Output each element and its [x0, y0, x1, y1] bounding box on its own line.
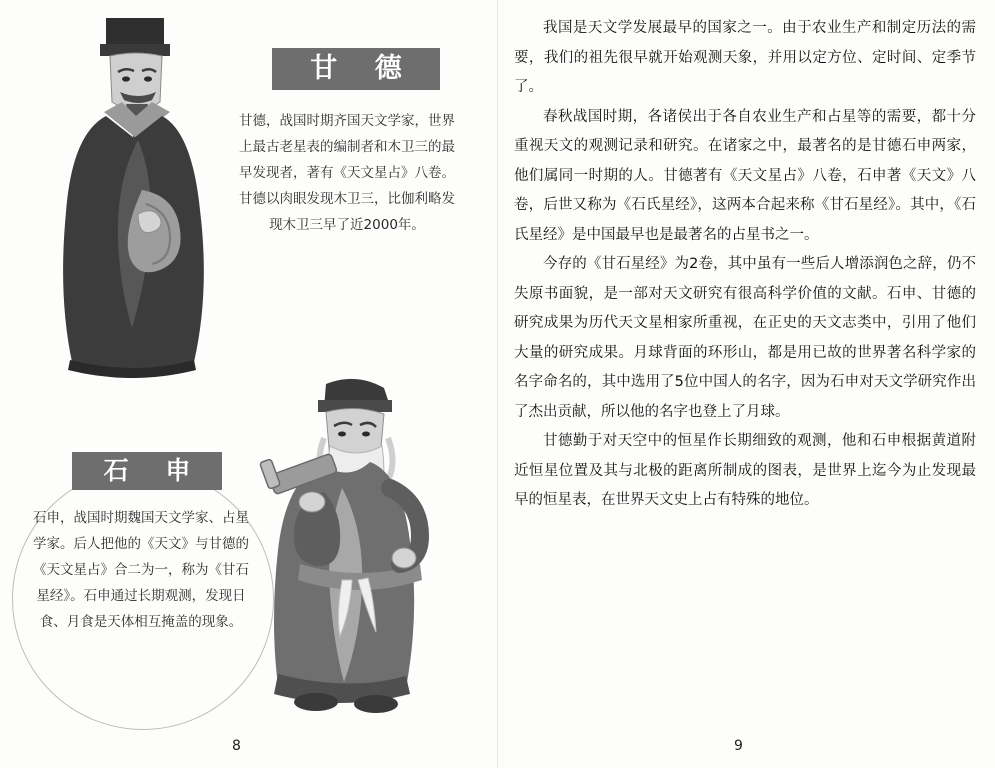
body-text — [514, 14, 976, 516]
right-page — [498, 0, 995, 768]
gan-de-illustration — [34, 8, 264, 388]
gan-de-title: 甘 德 — [272, 48, 440, 90]
shi-shen-title: 石 申 — [72, 452, 222, 490]
paragraph-2: 春秋战国时期，各诸侯出于各自农业生产和占星等的需要，都十分重视天文的观测记录和研究。在诸家之中，最著名的是甘德石申两家，他们属同一时期的人。甘德著有《天文星占》八卷，石申著《天文》八卷，后世又称为《石氏星经》，这两本合起来称《甘石星经》。其中，《石氏星经》是中国最早也是最著名的占星书之一。 — [514, 108, 976, 243]
page-number-left: 8 — [232, 738, 241, 754]
page-number-right: 9 — [734, 738, 743, 754]
paragraph-3: 今存的《甘石星经》为2卷，其中虽有一些后人增添润色之辞，仍不失原书面貌，是一部对天文研究有很高科学价值的文献。石申、甘德的研究成果为历代天文星相家所重视，在正史的天文志类中，引用了他们大量的研究成果。月球背面的环形山，都是用已故的世界著名科学家的名字命名的，其中选用了5位中国人的名字，因为石申对天文学研究作出了杰出贡献，所以他的名字也登上了月球。 — [514, 256, 976, 420]
gan-de-caption: 甘德，战国时期齐国天文学家，世界上最古老星表的编制者和木卫三的最早发现者，著有《天文星占》八卷。甘德以肉眼发现木卫三，比伽利略发现木卫三早了近2000年。 — [239, 113, 455, 233]
shi-shen-illustration — [238, 368, 478, 720]
shi-shen-caption: 石申，战国时期魏国天文学家、占星学家。后人把他的《天文》与甘德的《天文星占》合二为一，称为《甘石星经》。石申通过长期观测，发现日食、月食是天体相互掩盖的现象。 — [33, 510, 249, 630]
paragraph-1: 我国是天文学发展最早的国家之一。由于农业生产和制定历法的需要，我们的祖先很早就开始观测天象，并用以定方位、定时间、定季节了。 — [514, 20, 976, 95]
left-page — [0, 0, 497, 768]
paragraph-4: 甘德勤于对天空中的恒星作长期细致的观测，他和石申根据黄道附近恒星位置及其与北极的距离所制成的图表，是世界上迄今为止发现最早的恒星表，在世界天文史上占有特殊的地位。 — [514, 433, 976, 508]
